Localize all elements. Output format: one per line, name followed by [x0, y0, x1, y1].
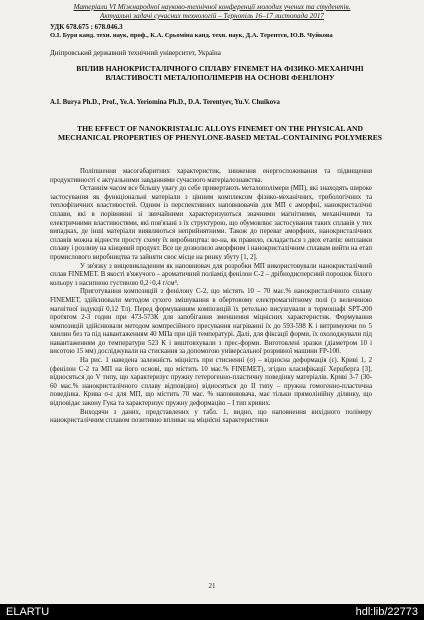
- paragraph-6: Виходячи з даних, представлених у табл. 1, видно, що наповнення вихідного полімеру нанокристалічним сплавом позитивно впливає на міцнісні характеристики: [50, 408, 372, 425]
- paragraph-2: Останнім часом все більшу увагу до себе привертають металополімери (МП), які знаходять широке застосування як функціональні матеріали з цінним комплексом фізико-механічних, трибологічних та теплофізичних властивостей. Одним із перспективних наповнювачів для МП є аморфні, нанокристалічні сплави, які в порівнянні зі звичайними характеризуються значними магнітними, механічними та електричними властивостями, які пов'язані з їх структурою, що обумовлює застосування таких сплавів у тих випадках, де інші матеріали виявляються неприйнятними. Також до переваг аморфних, нанокристалічних сплавів можна віднести просту схему їх виробництва: во-на, як правило, складається з двох етапів: виплавки сплаву і розливу на кінцевий продукт. Все це дозволило аморфним і нанокристалічним сплавам вийти на етап промислового виробництва та зайняти своє місце на ринку збуту [1, 2].: [50, 185, 372, 261]
- affiliation: Дніпровський державний технічний університет, Україна: [50, 49, 221, 57]
- authors-ua: О.І. Буря канд. техн. наук, проф., К.А. Єрьоміна канд. техн. наук, Д.А. Терентєв, Ю.В. Чуйкова: [50, 32, 333, 39]
- paragraph-3: У зв'язку з вищевикладеним як наповнювач для розробки МП використовували нанокристалічний сплав FINEMET. В якості в'яжучого – ароматичний поліамід фенілон С-2 – дрібнодисперсний порошок білого кольору з насипною густиною 0,2÷0,4 г/см³.: [50, 262, 372, 287]
- paragraph-5: На рис. 1 наведена залежність міцність при стисненні (σ) – відносна деформація (ε). Криві 1, 2 (фенілон С-2 та МП на його основі, що містить 10 мас.% FINEMET), згідно класифікації Херцберга [3], відносяться до V типу, що характеризує пружну гетерогенно-пластичну поведінку матеріалів. Криві 3-7 (30-60 мас.% нанокристалічного сплаву відповідно) відносяться до II типу – пружна гомогенно-пластична поведінка. Крива σ-ε для МП, що містить 70 мас. % наповнювача, має тільки прямолінійну ділянку, що відповідає закону Гука та характеризує пружну деформацію – I тип кривих.: [50, 357, 372, 408]
- article-body: [50, 168, 372, 426]
- header-line-2: Актуальні задачі сучасних технологій – Тернопіль 16–17 листопада 2017: [99, 12, 325, 20]
- title-ua: ВПЛИВ НАНОКРИСТАЛІЧНОГО СПЛАВУ FINEMET НА ФІЗИКО-МЕХАНІЧНІ ВЛАСТИВОСТІ МЕТАЛОПОЛІМЕРІВ НА ОСНОВІ ФЕНІЛОНУ: [76, 64, 364, 83]
- paragraph-4: Приготування композицій з фенілону С-2, що містять 10 – 70 мас.% нанокристалічного сплаву FINEMET, здійснювали методом сухого змішування в обертовому електромагнітному полі (з величиною магнітної індукції 0,12 Тл). Перед формуванням композицій їх ретельно висушували в термошафі SPT-200 протягом 2-3 годин при 473-573К для запобігання зменшення міцнісних характеристик. Формування композицій здійснювали методом компресійного пресування нагріванні їх до 593-598 К і витримуючи по 5 хвилин без та під навантаженням 40 МПа при цій температурі. Далі, для фіксації форми, їх охолоджували під навантаженням до температури 523 К і виштовхували з прес-форми. Виготовлені зразки (діаметром 10 і висотою 15 мм) досліджували на стискання за допомогою універсальної розривної машини FP-100.: [50, 288, 372, 356]
- udc-code: УДК 678.675 : 678.046.3: [50, 23, 123, 31]
- conference-header: [0, 3, 424, 21]
- header-line-1: Матеріали VI Міжнародної науково-технічної конференції молодих учених та студентів.: [73, 3, 351, 11]
- viewer-footer: [0, 604, 424, 620]
- footer-handle-label: hdl:lib/22773: [355, 606, 418, 618]
- footer-repository-label: ELARTU: [6, 606, 50, 618]
- paragraph-1: Поліпшення масогабаритних характеристик, зниження енергоспоживання та підвищення продуктивності є актуальними завданнями сучасного матеріалознавства.: [50, 168, 372, 184]
- authors-en: A.I. Burya Ph.D., Prof., Ye.A. Yeriomina Ph.D., D.A. Terentyev, Yu.V. Chuikova: [50, 99, 280, 106]
- title-en: THE EFFECT OF NANOKRISTALIC ALLOYS FINEMET ON THE PHYSICAL AND MECHANICAL PROPERTIES OF PHENYLONE-BASED METAL-CONTAINING POLYMERES: [58, 124, 382, 143]
- page-number: 21: [208, 582, 216, 590]
